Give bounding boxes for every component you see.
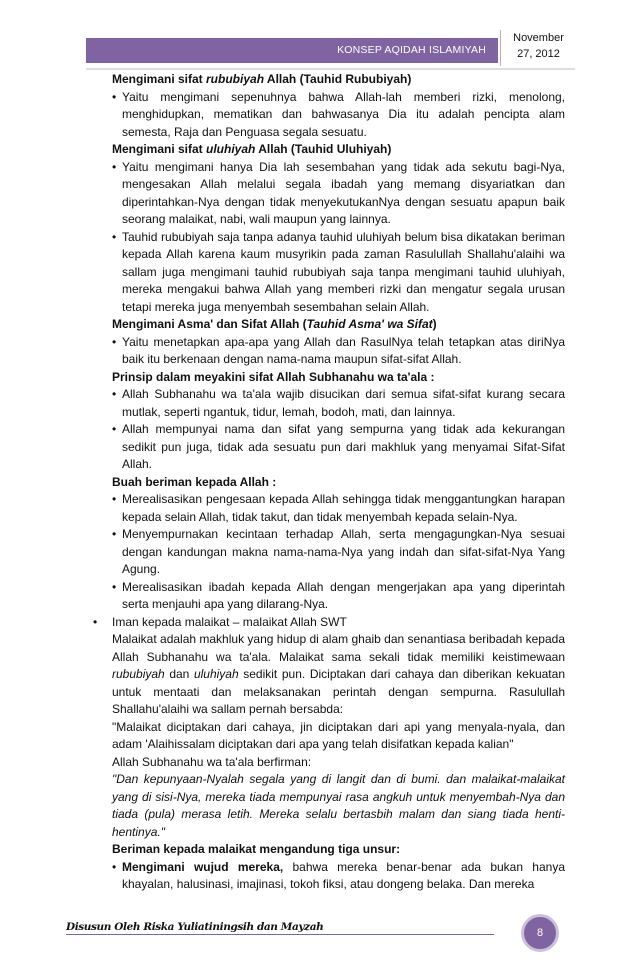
bullet-uluhiyah-1: • Yaitu mengimani hanya Dia lah sesembahan yang tidak ada sekutu bagi-Nya, mengesakan Allah melalui segala ibadah yang memang disyariatkan dan diperintahkan-Nya dengan tidak menyekutukanNya dengan sesuatu apapun baik seorang malaikat, nabi, wali maupun yang lainnya. bbox=[90, 159, 565, 229]
paragraph-malaikat: Malaikat adalah makhluk yang hidup di alam ghaib dan senantiasa beribadah kepada Allah Subhanahu wa ta'ala. Malaikat sama sekali tidak memiliki keistimewaan rububiyah dan uluhiyah sedikit pun. Diciptakan dari cahaya dan diberikan kekuatan untuk mentaati dan melaksanakan perintah dengan sempurna. Rasulullah Shallahu'alaihi wa sallam pernah bersabda: bbox=[112, 632, 565, 716]
heading-asma-sifat: Mengimani Asma' dan Sifat Allah (Tauhid Asma' wa Sifat) bbox=[112, 317, 437, 331]
bullet-asma: • Yaitu menetapkan apa-apa yang Allah dan RasulNya telah tetapkan atas diriNya baik itu berkenaan dengan nama-nama maupun sifat-sifat Allah. bbox=[90, 334, 565, 369]
heading-malaikat: • Iman kepada malaikat – malaikat Allah SWT bbox=[90, 614, 565, 632]
header-rule bbox=[86, 68, 575, 70]
bullet-prinsip-1: • Allah Subhanahu wa ta'ala wajib disucikan dari semua sifat-sifat kurang secara mutlak, seperti ngantuk, tidur, lemah, bodoh, mati, dan lainnya. bbox=[90, 386, 565, 421]
header-date-month: November bbox=[513, 32, 564, 44]
heading-uluhiyah: Mengimani sifat uluhiyah Allah (Tauhid Uluhiyah) bbox=[112, 142, 392, 156]
bullet-prinsip-2: • Allah mempunyai nama dan sifat yang sempurna yang tidak ada kekurangan sedikit pun juga, tidak ada sesuatu pun dari makhluk yang menyamai Sifat-Sifat Allah. bbox=[90, 421, 565, 474]
paragraph-ayat: "Dan kepunyaan-Nyalah segala yang di langit dan di bumi. dan malaikat-malaikat yang di sisi-Nya, mereka tiada mempunyai rasa angkuh untuk menyembah-Nya dan tiada (pula) merasa letih. Mereka selalu bertasbih malam dan siang tiada henti-hentinya." bbox=[112, 772, 565, 839]
bullet-buah-2: • Menyempurnakan kecintaan terhadap Allah, serta mengagungkan-Nya sesuai dengan kandungan makna nama-nama-Nya yang indah dan sifat-sifat-Nya Yang Agung. bbox=[90, 526, 565, 579]
page-content bbox=[90, 71, 565, 894]
footer-author: Disusun Oleh Riska Yuliatiningsih dan Mayzah bbox=[66, 921, 324, 933]
paragraph-firman: Allah Subhanahu wa ta'ala berfirman: bbox=[112, 754, 312, 769]
bullet-unsur-1: • Mengimani wujud mereka, bahwa mereka benar-benar ada bukan hanya khayalan, halusinasi, imajinasi, tokoh fiksi, atau dongeng belaka. Dan mereka bbox=[90, 859, 565, 894]
heading-buah: Buah beriman kepada Allah : bbox=[112, 474, 277, 489]
bullet-uluhiyah-2: • Tauhid rububiyah saja tanpa adanya tauhid uluhiyah belum bisa dikatakan beriman kepada Allah karena kaum musyrikin pada zaman Rasulullah Shallahu'alaihi wa sallam juga mengimani tauhid rububiyah saja tanpa mengimani tauhid uluhiyah, mereka mengakui bahwa Allah yang memberi rizki dan mengatur segala urusan tetapi mereka juga menyembah sesembahan selain Allah. bbox=[90, 229, 565, 317]
bullet-rububiyah: • Yaitu mengimani sepenuhnya bahwa Allah-lah memberi rizki, menolong, menghidupkan, mematikan dan bahwasanya Dia itu adalah pencipta alam semesta, Raja dan Penguasa segala sesuatu. bbox=[90, 89, 565, 142]
heading-rububiyah: Mengimani sifat rububiyah Allah (Tauhid Rububiyah) bbox=[112, 72, 412, 86]
paragraph-hadith: "Malaikat diciptakan dari cahaya, jin diciptakan dari api yang menyala-nyala, dan adam 'Alaihissalam diciptakan dari apa yang telah disifatkan kepada kalian" bbox=[112, 719, 565, 751]
bullet-buah-1: • Merealisasikan pengesaan kepada Allah sehingga tidak menggantungkan harapan kepada selain Allah, tidak takut, dan tidak menyembah kepada selain-Nya. bbox=[90, 491, 565, 526]
document-title: KONSEP AQIDAH ISLAMIYAH bbox=[337, 44, 486, 56]
footer-rule bbox=[66, 934, 494, 935]
bullet-buah-3: • Merealisasikan ibadah kepada Allah dengan mengerjakan apa yang diperintah serta menjauhi apa yang dilarang-Nya. bbox=[90, 579, 565, 614]
header-date bbox=[500, 30, 576, 66]
page-number: 8 bbox=[521, 914, 559, 952]
heading-prinsip: Prinsip dalam meyakini sifat Allah Subhanahu wa ta'ala : bbox=[112, 369, 435, 384]
header-bar bbox=[86, 38, 498, 63]
heading-unsur: Beriman kepada malaikat mengandung tiga unsur: bbox=[112, 842, 401, 856]
header-date-day-year: 27, 2012 bbox=[517, 48, 560, 60]
